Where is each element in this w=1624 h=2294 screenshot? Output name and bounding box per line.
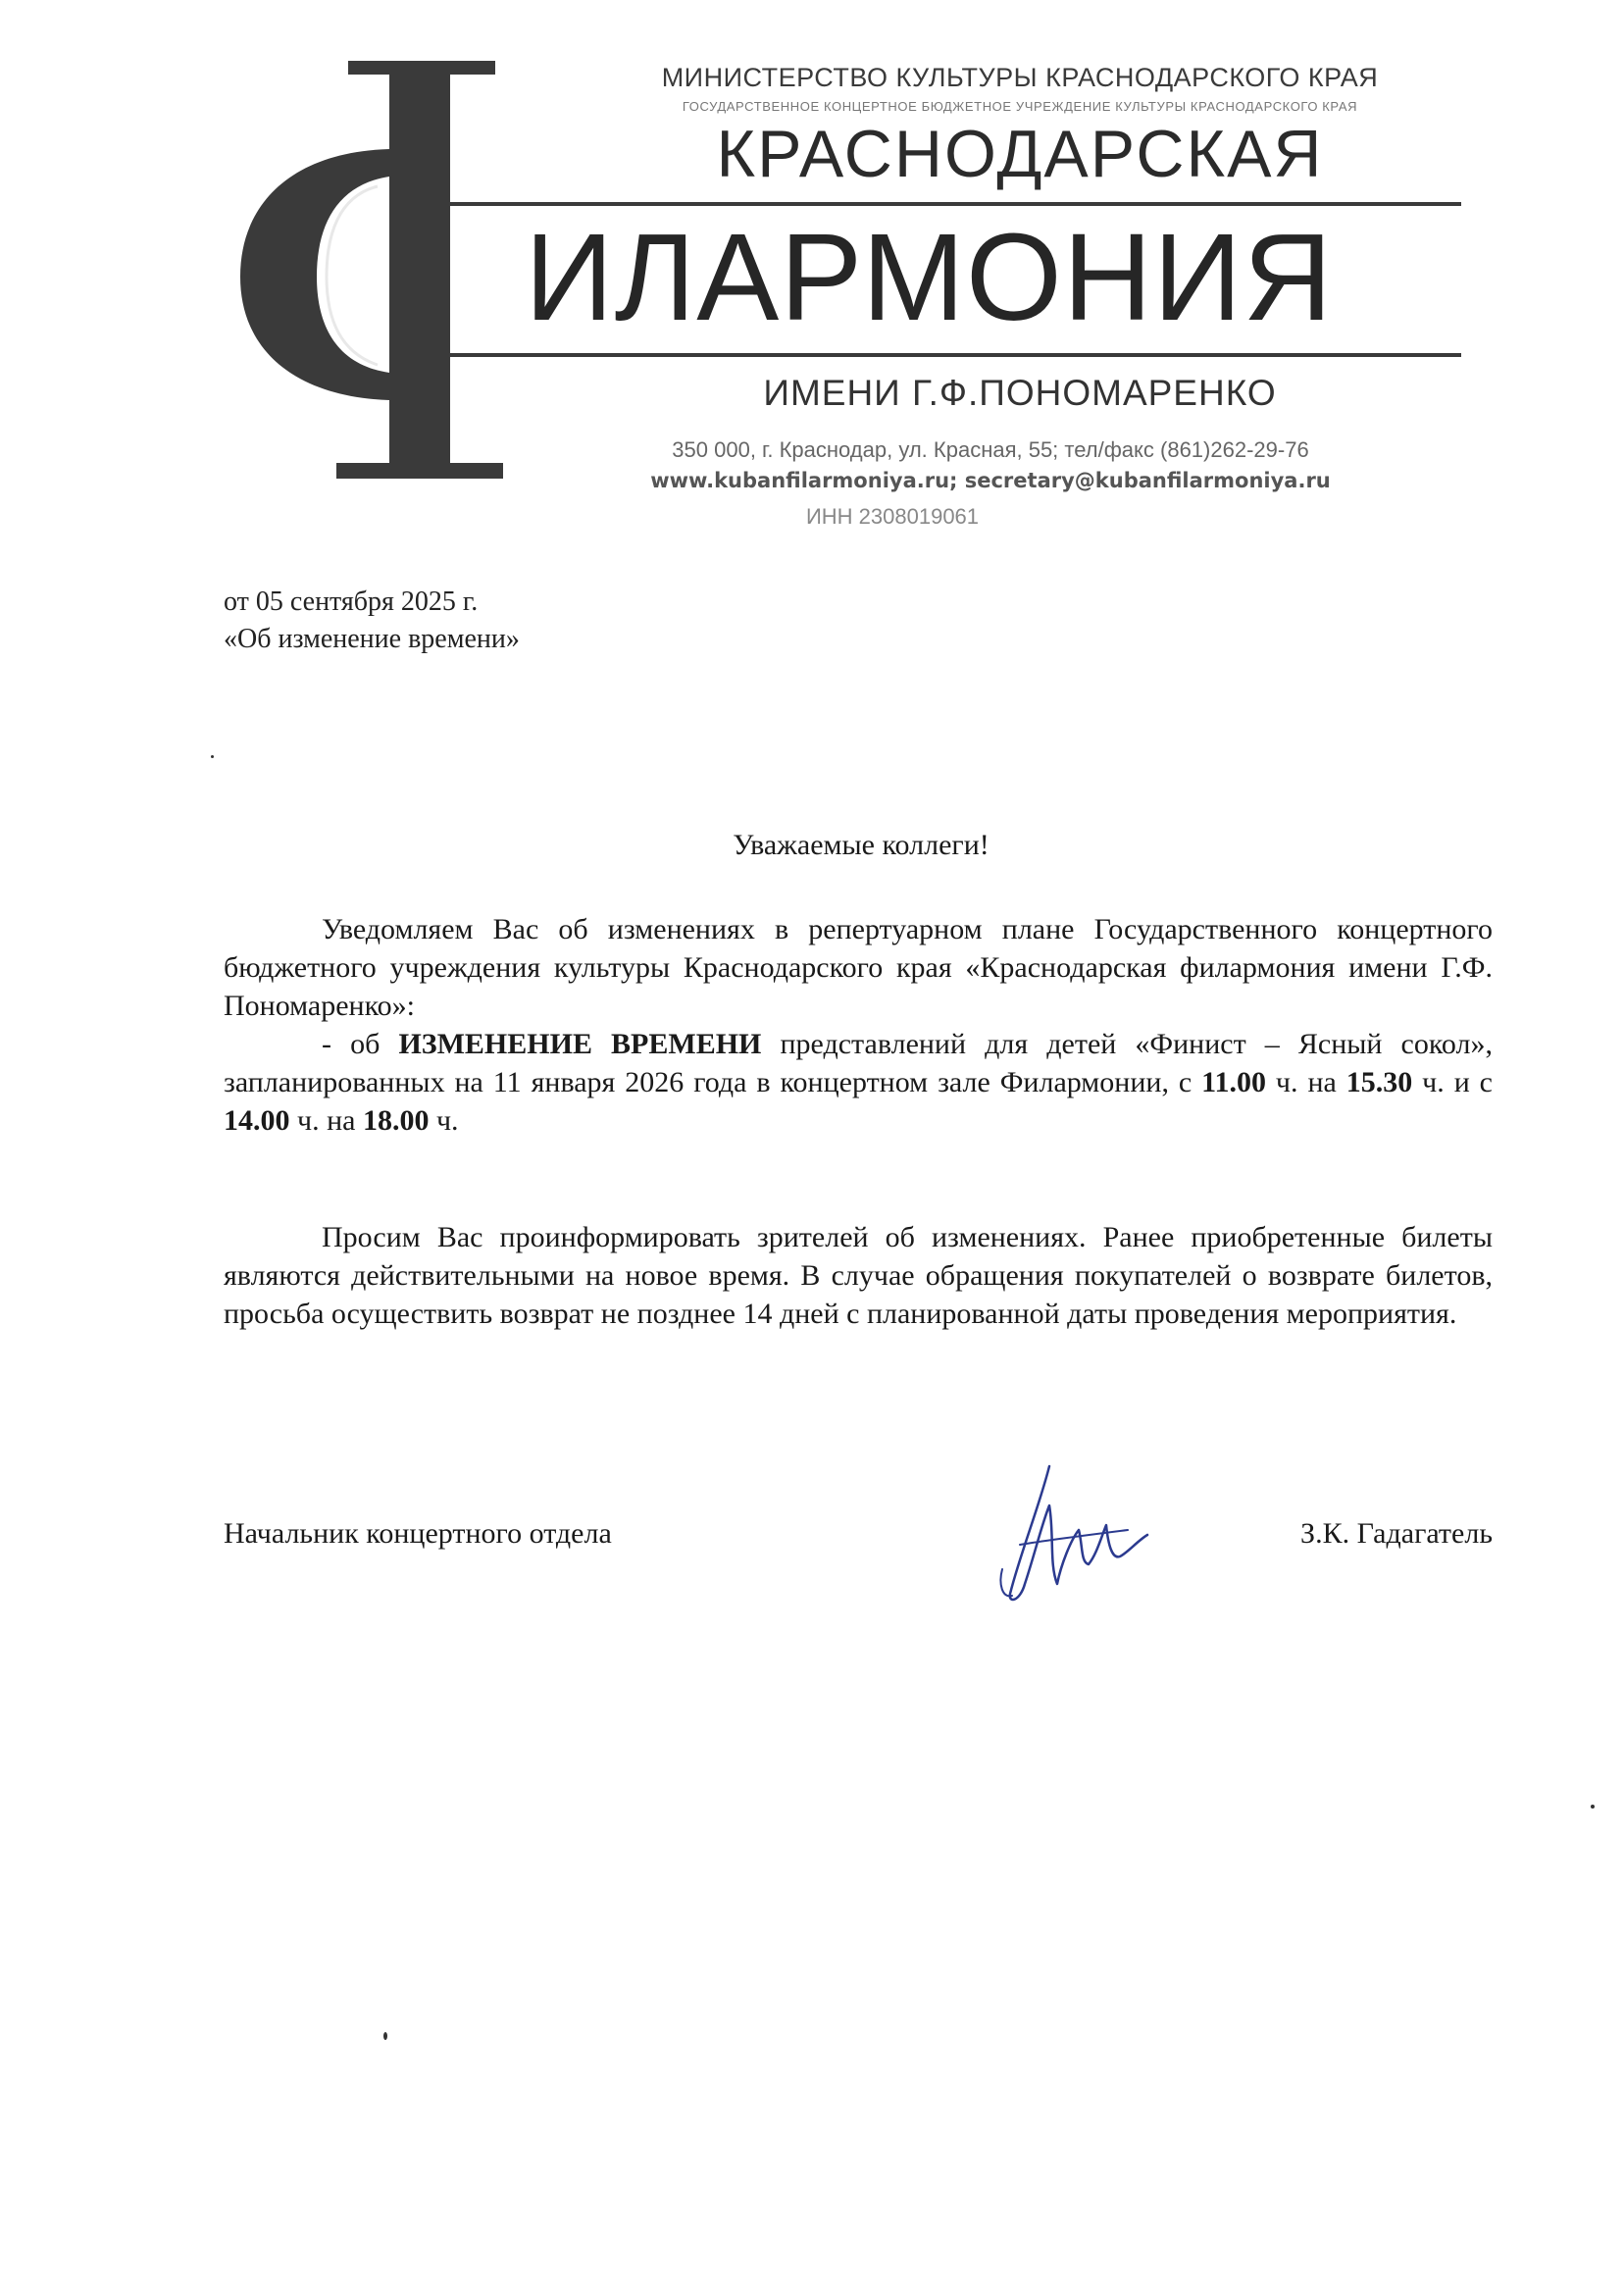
institution-line: ГОСУДАРСТВЕННОЕ КОНЦЕРТНОЕ БЮДЖЕТНОЕ УЧРЕЖДЕНИЕ КУЛЬТУРЫ КРАСНОДАРСКОГО КРАЯ xyxy=(682,99,1358,114)
scan-speck xyxy=(1591,1805,1595,1809)
text-and: ч. и с xyxy=(1412,1066,1493,1098)
paragraph-1 xyxy=(224,910,1493,1140)
org-address: 350 000, г. Краснодар, ул. Красная, 55; тел/факс (861)262-29-76 xyxy=(672,437,1309,462)
time-from-2: 14.00 xyxy=(224,1104,290,1137)
letter-date: от 05 сентября 2025 г. xyxy=(224,586,479,617)
time-from-1: 11.00 xyxy=(1201,1066,1266,1098)
scan-speck xyxy=(383,2032,387,2040)
item-prefix: - об xyxy=(322,1028,399,1060)
text-to-1: ч. на xyxy=(1266,1066,1346,1098)
handwritten-signature xyxy=(981,1447,1177,1613)
ministry-line: МИНИСТЕРСТВО КУЛЬТУРЫ КРАСНОДАРСКОГО КРАЯ xyxy=(661,63,1379,92)
org-name-line-3: ИМЕНИ Г.Ф.ПОНОМАРЕНКО xyxy=(763,373,1277,413)
header-rule-bottom xyxy=(392,353,1461,357)
text-end: ч. xyxy=(429,1104,459,1137)
org-website-email: www.kubanfilarmoniya.ru; secretary@kubanfilarmoniya.ru xyxy=(650,469,1331,492)
paragraph-2-text: Просим Вас проинформировать зрителей об изменениях. Ранее приобретенные билеты являются действительными на новое время. В случае обращения покупателей о возврате билетов, просьба осуществить возврат не позднее 14 дней с планированной даты проведения мероприятия. xyxy=(224,1221,1493,1330)
scan-speck xyxy=(211,755,214,758)
header-rule-top xyxy=(392,202,1461,206)
paragraph-1-intro: Уведомляем Вас об изменениях в репертуарном плане Государственного концертного бюджетного учреждения культуры Краснодарского края «Краснодарская филармония имени Г.Ф. Пономаренко»: xyxy=(224,913,1493,1022)
paragraph-1-item xyxy=(224,1025,1493,1140)
signatory-name: З.К. Гадагатель xyxy=(1300,1517,1493,1550)
time-to-1: 15.30 xyxy=(1345,1066,1413,1098)
time-to-2: 18.00 xyxy=(362,1104,430,1137)
org-name-band xyxy=(392,202,1461,359)
item-text: представлений для детей «Финист – Ясный сокол», запланированных на 11 января 2026 года в концертном зале Филармонии, с xyxy=(224,1028,1493,1098)
org-name-line-1: КРАСНОДАРСКАЯ xyxy=(716,117,1324,191)
text-to-2: ч. на xyxy=(289,1104,363,1137)
letter-subject: «Об изменение времени» xyxy=(224,624,520,654)
salutation: Уважаемые коллеги! xyxy=(733,829,990,861)
signatory-position: Начальник концертного отдела xyxy=(224,1517,612,1550)
paragraph-2 xyxy=(224,1218,1493,1333)
org-inn: ИНН 2308019061 xyxy=(805,504,980,529)
item-bold-text: ИЗМЕНЕНИЕ ВРЕМЕНИ xyxy=(398,1028,762,1060)
org-name-line-2: ИЛАРМОНИЯ xyxy=(525,208,1334,346)
